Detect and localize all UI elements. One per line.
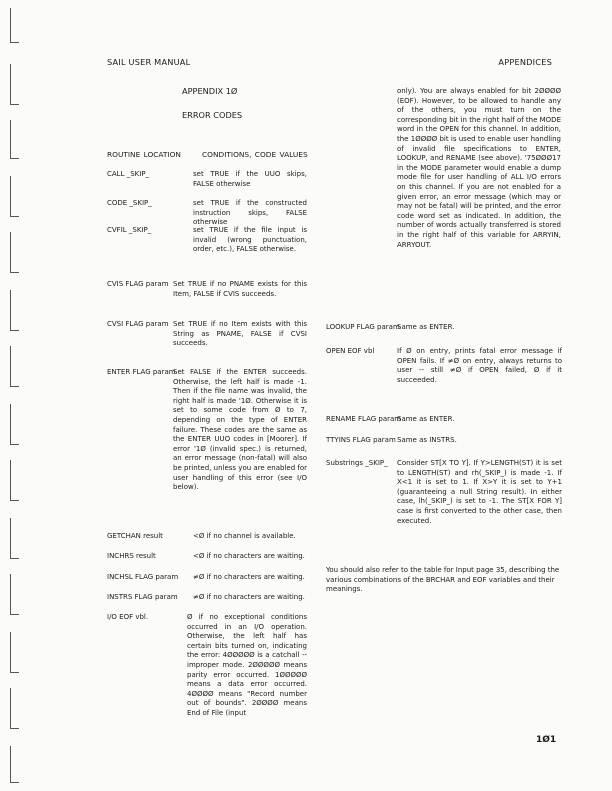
running-header-left: SAIL USER MANUAL <box>107 57 191 67</box>
edge-mark <box>10 64 19 105</box>
entry-name: RENAME FLAG param <box>326 415 402 423</box>
edge-mark <box>10 8 19 43</box>
edge-mark <box>10 346 19 387</box>
edge-mark <box>10 518 19 559</box>
running-header-right: APPENDICES <box>498 57 552 67</box>
io-continuation-paragraph: only). You are always enabled for bit 2ØØØØ (EOF). However, to be allowed to handle any of the others, you must turn on the corresponding bit in the right half of the MODE word in the OPEN for this channel. In addition, the 1ØØØØ bit is used to enable user handling of invalid file specifications to ENTER, LOOKUP, and RENAME (see above). '75ØØØ17 in the MODE parameter would enable a dump mode file for user handling of ALL I/O errors on this channel. If you are not enabled for a given error, an error message (which may or may not be fatal) will be printed, and the error code word set as indicated. In addition, the number of words actually transferred is stored in the right half of this variable for ARRYIN, ARRYOUT. <box>397 87 561 249</box>
appendix-title: ERROR CODES <box>182 110 243 120</box>
entry-text: Set FALSE if the ENTER succeeds. Otherwise, the left half is made -1. Then if the file name was invalid, the right half is made '1Ø. Otherwise it is set to some code from Ø to 7, depending on the type of ENTER failure. These codes are the same as the ENTER UUO codes in [Moorer]. If error '1Ø (invalid spec.) is returned, an error message (non-fatal) will also be printed, unless you are enabled for user handling of this error (see I/O below). <box>173 368 307 492</box>
entry-name: INSTRS FLAG param <box>107 593 178 601</box>
entry-name: CVIS FLAG param <box>107 280 169 288</box>
entry-text: Ø if no exceptional conditions occurred in an I/O operation. Otherwise, the left half has certain bits turned on, indicating the error: 4ØØØØØ is a catchall -- improper mode. 2ØØØØØ means parity error occurred. 1ØØØØØ means a data error occurred. 4ØØØØ means "Record number out of bounds". 2ØØØØ means End of File (input <box>187 613 307 717</box>
entry-text: Same as ENTER. <box>397 323 455 331</box>
column-heading-routine: ROUTINE LOCATION <box>107 150 181 159</box>
entry-name: I/O EOF vbl. <box>107 613 149 621</box>
entry-name: TTYINS FLAG param <box>326 436 396 444</box>
edge-mark <box>10 404 19 445</box>
column-heading-conditions: CONDITIONS, CODE VALUES <box>202 150 308 159</box>
entry-name: CVSI FLAG param <box>107 320 169 328</box>
entry-name: INCHSL FLAG param <box>107 573 179 581</box>
edge-mark <box>10 176 19 217</box>
entry-text: If Ø on entry, prints fatal error message if OPEN fails. If ≠Ø on entry, always returns to user -- still ≠Ø if OPEN failed, Ø if it succeeded. <box>397 347 562 384</box>
input-table-reference: You should also refer to the table for Input page 35, describing the various combinations of the BRCHAR and EOF variables and their meanings. <box>326 566 560 594</box>
entry-name: OPEN EOF vbl <box>326 347 375 355</box>
entry-name: INCHRS result <box>107 552 156 560</box>
page-number: 1Ø1 <box>536 735 557 745</box>
entry-text: Same as INSTRS. <box>397 436 457 444</box>
entry-name: CVFIL _SKIP_ <box>107 226 152 234</box>
entry-name: Substrings _SKIP_ <box>326 459 388 467</box>
entry-text: <Ø if no channel is available. <box>193 532 296 540</box>
edge-mark <box>10 460 19 501</box>
entry-text: <Ø if no characters are waiting. <box>193 552 305 560</box>
entry-name: CALL _SKIP_ <box>107 170 150 178</box>
entry-name: ENTER FLAG param <box>107 368 176 376</box>
column-headings <box>107 150 308 159</box>
edge-mark <box>10 632 19 673</box>
edge-mark <box>10 746 19 783</box>
entry-name: LOOKUP FLAG param <box>326 323 400 331</box>
binding-edge-marks <box>10 0 24 791</box>
entry-text: Set TRUE if no PNAME exists for this Item, FALSE if CVIS succeeds. <box>173 280 307 298</box>
edge-mark <box>10 120 19 159</box>
edge-mark <box>10 290 19 331</box>
entry-text: Consider ST[X TO Y]. If Y>LENGTH(ST) it is set to LENGTH(ST) and rh(_SKIP_) is made -1. If X<1 it is set to 1. If X>Y it is set to Y+1 (guaranteeing a null String result). In either case, lh(_SKIP_) is set to -1. The ST[X FOR Y] case is first converted to the other case, then executed. <box>397 459 562 525</box>
edge-mark <box>10 232 19 273</box>
entry-text: set TRUE if the UUO skips, FALSE otherwise <box>193 170 307 188</box>
edge-mark <box>10 688 19 729</box>
entry-text: set TRUE if the file input is invalid (wrong punctuation, order, etc.), FALSE otherwise. <box>193 226 307 254</box>
edge-mark <box>10 574 19 615</box>
entry-name: GETCHAN result <box>107 532 163 540</box>
appendix-number: APPENDIX 1Ø <box>182 86 238 96</box>
entry-text: Set TRUE if no Item exists with this String as PNAME, FALSE if CVSI succeeds. <box>173 320 307 348</box>
entry-text: ≠Ø if no characters are waiting. <box>193 593 305 601</box>
entry-text: set TRUE if the constructed instruction skips, FALSE otherwise <box>193 199 307 227</box>
entry-text: Same as ENTER. <box>397 415 455 423</box>
entry-text: ≠Ø if no characters are waiting. <box>193 573 305 581</box>
entry-name: CODE _SKIP_ <box>107 199 152 207</box>
